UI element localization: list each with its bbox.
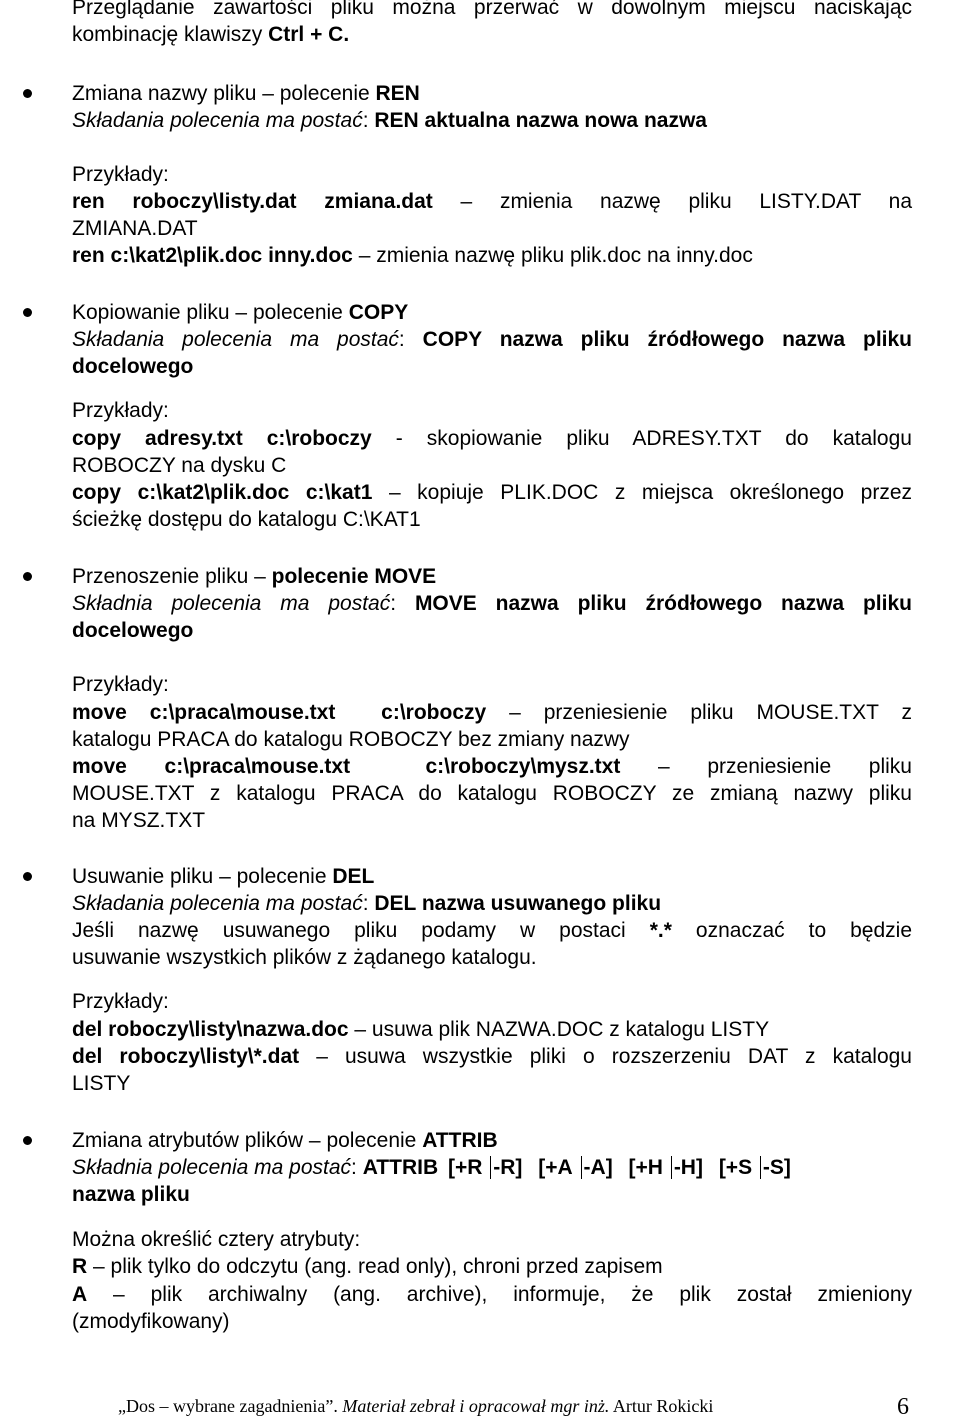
ren-title bbox=[72, 80, 912, 107]
del-note-cont bbox=[72, 944, 912, 971]
example-command: copy adresy.txt c:\roboczy bbox=[72, 427, 372, 450]
move-example-1-cont bbox=[72, 726, 912, 753]
intro-line-1 bbox=[72, 0, 912, 21]
colon: : bbox=[390, 592, 415, 615]
ren-command: REN bbox=[375, 82, 420, 105]
del-example-2 bbox=[72, 1043, 912, 1070]
examples-label: Przykłady: bbox=[72, 673, 169, 696]
example-description: – usuwa wszystkie pliki o rozszerzeniu DAT z katalogu bbox=[299, 1045, 912, 1068]
example-description: katalogu PRACA do katalogu ROBOCZY bez zmiany nazwy bbox=[72, 728, 630, 751]
attrib-title-text: Zmiana atrybutów plików – polecenie bbox=[72, 1129, 423, 1152]
syntax-label: Składnia polecenia ma postać bbox=[72, 592, 391, 615]
syntax: COPY nazwa pliku źródłowego nazwa pliku bbox=[422, 328, 913, 351]
example-description: MOUSE.TXT z katalogu PRACA do katalogu ROBOCZY ze zmianą nazwy pliku bbox=[72, 782, 912, 805]
example-command: del roboczy\listy\*.dat bbox=[72, 1045, 300, 1068]
del-note bbox=[72, 917, 912, 944]
intro-text: kombinację klawiszy bbox=[72, 23, 269, 46]
ren-syntax bbox=[72, 107, 912, 134]
page-footer bbox=[118, 1393, 713, 1419]
example-command: ren roboczy\listy.dat zmiana.dat bbox=[72, 190, 433, 213]
del-title-text: Usuwanie pliku – polecenie bbox=[72, 865, 333, 888]
example-command: copy c:\kat2\plik.doc c:\kat1 bbox=[72, 481, 373, 504]
shortcut-keys: Ctrl + C. bbox=[268, 23, 350, 46]
attrib-syntax-cont bbox=[72, 1181, 912, 1208]
copy-syntax-cont bbox=[72, 353, 912, 380]
copy-example-1 bbox=[72, 425, 912, 452]
ren-example-1-cont bbox=[72, 215, 912, 242]
example-command: del roboczy\listy\nazwa.doc bbox=[72, 1018, 349, 1041]
attrib-a-cont bbox=[72, 1308, 912, 1335]
copy-title bbox=[72, 299, 912, 326]
syntax-label: Składania polecenia ma postać bbox=[72, 109, 363, 132]
attr-description: – plik archiwalny (ang. archive), informuje, że plik został zmieniony bbox=[87, 1283, 912, 1306]
del-example-2-cont bbox=[72, 1070, 912, 1097]
del-syntax bbox=[72, 890, 912, 917]
move-example-1 bbox=[72, 699, 912, 726]
examples-label: Przykłady: bbox=[72, 990, 169, 1013]
page-number: 6 bbox=[897, 1394, 909, 1420]
colon: : bbox=[362, 892, 375, 915]
example-command: ren c:\kat2\plik.doc inny.doc bbox=[72, 244, 353, 267]
example-description: – przeniesienie pliku MOUSE.TXT z bbox=[486, 701, 912, 724]
attr-key: A bbox=[72, 1283, 88, 1306]
move-example-2-cont bbox=[72, 780, 912, 807]
move-syntax-cont bbox=[72, 617, 912, 644]
footer-credit: Materiał zebrał i opracował mgr inż. bbox=[342, 1396, 610, 1416]
footer-author: Artur Rokicki bbox=[609, 1396, 714, 1416]
option-r-minus: -R] bbox=[490, 1156, 522, 1179]
option-s-minus: -S] bbox=[760, 1156, 791, 1179]
example-description: LISTY bbox=[72, 1072, 131, 1095]
syntax: docelowego bbox=[72, 619, 194, 642]
option-h-minus: -H] bbox=[671, 1156, 703, 1179]
option-s-plus: [+S bbox=[718, 1156, 753, 1179]
intro-line-2 bbox=[72, 21, 912, 48]
example-description: – kopiuje PLIK.DOC z miejsca określonego przez bbox=[372, 481, 913, 504]
syntax: MOVE nazwa pliku źródłowego nazwa pliku bbox=[414, 592, 912, 615]
ren-example-2 bbox=[72, 242, 912, 269]
syntax: docelowego bbox=[72, 355, 194, 378]
move-command: polecenie MOVE bbox=[271, 565, 437, 588]
example-command: move c:\praca\mouse.txt c:\roboczy\mysz.txt bbox=[72, 755, 621, 778]
example-description: – przeniesienie pliku bbox=[620, 755, 912, 778]
example-description: – zmienia nazwę pliku plik.doc na inny.doc bbox=[352, 244, 753, 267]
copy-syntax bbox=[72, 326, 912, 353]
attrib-a bbox=[72, 1281, 912, 1308]
ren-examples-label bbox=[72, 161, 912, 188]
example-description: ścieżkę dostępu do katalogu C:\KAT1 bbox=[72, 508, 421, 531]
copy-example-1-cont bbox=[72, 452, 912, 479]
example-description: ZMIANA.DAT bbox=[72, 217, 198, 240]
bullet-del bbox=[23, 872, 32, 881]
note-text: oznaczać to będzie bbox=[671, 919, 913, 942]
examples-label: Przykłady: bbox=[72, 399, 169, 422]
note-text: Jeśli nazwę usuwanego pliku podamy w postaci bbox=[72, 919, 650, 942]
option-h-plus: [+H bbox=[628, 1156, 663, 1179]
bullet-copy bbox=[23, 308, 32, 317]
del-example-1 bbox=[72, 1016, 912, 1043]
ren-title-text: Zmiana nazwy pliku – polecenie bbox=[72, 82, 376, 105]
syntax-label: Składania polecenia ma postać bbox=[72, 328, 399, 351]
copy-command: COPY bbox=[348, 301, 409, 324]
syntax: nazwa pliku bbox=[72, 1183, 190, 1206]
syntax: DEL nazwa usuwanego pliku bbox=[374, 892, 662, 915]
attr-key: R bbox=[72, 1255, 88, 1278]
intro-text: Przeglądanie zawartości pliku można przerwać w dowolnym miejscu naciskając bbox=[72, 0, 912, 19]
example-description: na MYSZ.TXT bbox=[72, 809, 206, 832]
attrs-intro: Można określić cztery atrybuty: bbox=[72, 1228, 361, 1251]
bullet-move bbox=[23, 572, 32, 581]
copy-example-2 bbox=[72, 479, 912, 506]
syntax: ATTRIB bbox=[362, 1156, 439, 1179]
attrib-title bbox=[72, 1127, 912, 1154]
wildcard: *.* bbox=[649, 919, 672, 942]
bullet-ren bbox=[23, 89, 32, 98]
move-example-2 bbox=[72, 753, 912, 780]
copy-example-2-cont bbox=[72, 506, 912, 533]
colon: : bbox=[398, 328, 423, 351]
example-description: – usuwa plik NAZWA.DOC z katalogu LISTY bbox=[348, 1018, 770, 1041]
examples-label: Przykłady: bbox=[72, 163, 169, 186]
option-a-plus: [+A bbox=[538, 1156, 573, 1179]
attrib-syntax bbox=[72, 1154, 912, 1181]
option-r-plus: [+R bbox=[447, 1156, 483, 1179]
syntax-label: Składania polecenia ma postać bbox=[72, 892, 363, 915]
move-example-2-cont2 bbox=[72, 807, 912, 834]
footer-title: „Dos – wybrane zagadnienia”. bbox=[118, 1396, 343, 1416]
ren-example-1 bbox=[72, 188, 912, 215]
del-examples-label bbox=[72, 988, 912, 1015]
colon: : bbox=[362, 109, 375, 132]
attrib-command: ATTRIB bbox=[422, 1129, 498, 1152]
syntax-label: Składnia polecenia ma postać bbox=[72, 1156, 352, 1179]
example-description: - skopiowanie pliku ADRESY.TXT do katalogu bbox=[371, 427, 912, 450]
bullet-attrib bbox=[23, 1136, 32, 1145]
attrib-r bbox=[72, 1253, 912, 1280]
move-title-text: Przenoszenie pliku – bbox=[72, 565, 272, 588]
del-command: DEL bbox=[332, 865, 375, 888]
option-a-minus: -A] bbox=[581, 1156, 613, 1179]
move-examples-label bbox=[72, 671, 912, 698]
syntax: REN aktualna nazwa nowa nazwa bbox=[374, 109, 707, 132]
move-syntax bbox=[72, 590, 912, 617]
example-description: – zmienia nazwę pliku LISTY.DAT na bbox=[432, 190, 912, 213]
note-text: usuwanie wszystkich plików z żądanego katalogu. bbox=[72, 946, 537, 969]
attr-description: – plik tylko do odczytu (ang. read only), chroni przed zapisem bbox=[87, 1255, 663, 1278]
attr-description: (zmodyfikowany) bbox=[72, 1310, 230, 1333]
copy-title-text: Kopiowanie pliku – polecenie bbox=[72, 301, 349, 324]
example-command: move c:\praca\mouse.txt c:\roboczy bbox=[72, 701, 487, 724]
del-title bbox=[72, 863, 912, 890]
copy-examples-label bbox=[72, 397, 912, 424]
move-title bbox=[72, 563, 912, 590]
example-description: ROBOCZY na dysku C bbox=[72, 454, 287, 477]
attrib-intro bbox=[72, 1226, 912, 1253]
colon: : bbox=[351, 1156, 363, 1179]
